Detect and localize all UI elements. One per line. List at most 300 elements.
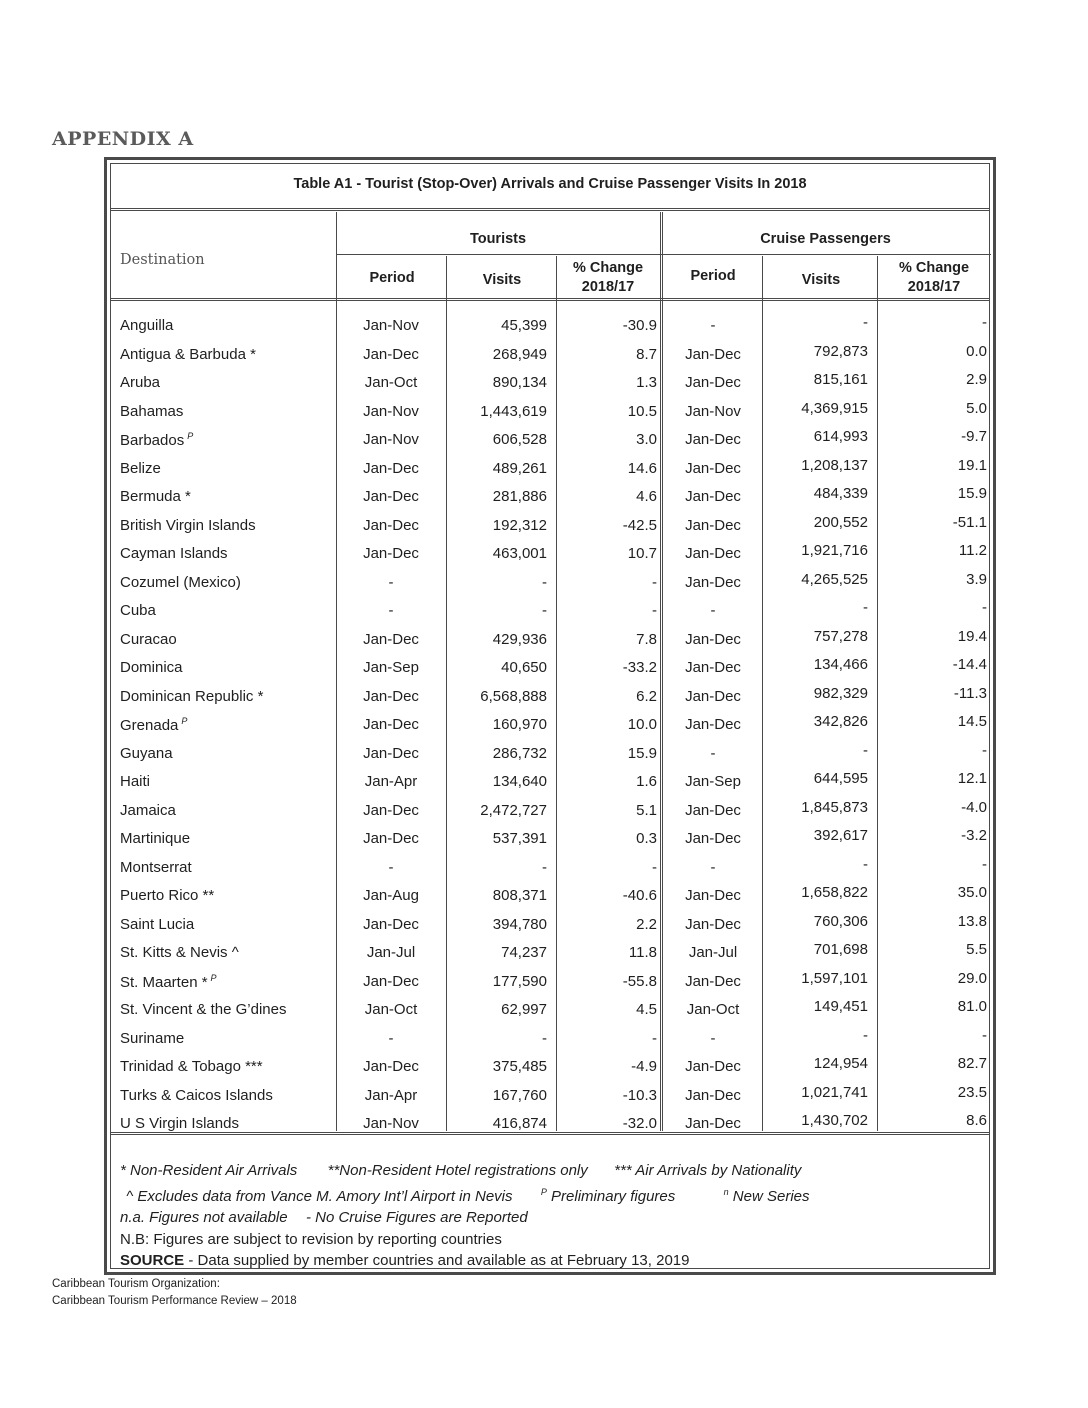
destination-name: Barbados (120, 432, 185, 449)
tourist-visits-cell: 489,261 (492, 459, 547, 477)
tourist-change-cell: 1.3 (636, 374, 657, 391)
tourist-change-cell: 2.2 (636, 915, 657, 933)
cruise-visits-cell: - (863, 314, 868, 331)
cruise-period-cell: - (710, 317, 716, 334)
table-row (111, 1025, 989, 1054)
cruise-visits-cell: - (863, 599, 868, 616)
table-row (111, 654, 989, 683)
preliminary-marker: P (187, 431, 194, 441)
cruise-visits-cell: - (863, 741, 868, 759)
cruise-change-cell: - (982, 599, 987, 616)
destination-cell (120, 374, 160, 391)
cruise-period-header: Period (690, 268, 736, 284)
cruise-visits-cell: 1,021,741 (801, 1083, 868, 1101)
cruise-change-cell: -9.7 (961, 428, 987, 445)
tourist-visits-cell: 286,732 (492, 744, 547, 762)
tourist-period-cell: - (388, 858, 394, 876)
tourist-period-cell: Jan-Dec (363, 801, 419, 819)
destination-name: Suriname (120, 1029, 185, 1047)
note-preliminary: Preliminary figures (551, 1187, 676, 1205)
tourist-change-cell: -4.9 (631, 1058, 657, 1075)
tourist-change-cell: - (652, 1029, 657, 1047)
cruise-period-cell: Jan-Dec (685, 374, 741, 391)
cruise-period-cell: - (710, 602, 716, 619)
tourist-change-cell: -42.5 (622, 516, 657, 534)
cruise-period-cell: Jan-Dec (685, 887, 741, 904)
destination-name: Trinidad & Tobago *** (120, 1058, 263, 1075)
cruise-visits-cell: 149,451 (813, 998, 868, 1015)
cruise-period-cell: Jan-Dec (685, 801, 741, 819)
cruise-visits-cell: 760,306 (813, 912, 868, 930)
table-row (111, 1082, 989, 1111)
cruise-period-cell: - (710, 858, 716, 876)
tourist-visits-cell: 74,237 (501, 944, 547, 961)
table-row (111, 483, 989, 512)
tourist-period-cell: Jan-Dec (363, 716, 419, 733)
cruise-period-cell: - (710, 1029, 716, 1047)
tourist-change-cell: 4.6 (636, 488, 657, 505)
tourist-period-cell: Jan-Dec (363, 744, 419, 762)
tourists-period-header: Period (369, 270, 415, 286)
tourist-visits-cell: 429,936 (492, 630, 547, 648)
table-row (111, 597, 989, 626)
preliminary-marker: P (181, 716, 188, 726)
tourist-period-cell: Jan-Oct (364, 374, 418, 391)
cruise-period-cell: Jan-Dec (685, 630, 741, 648)
cruise-visits-cell: 200,552 (813, 513, 868, 531)
tourist-visits-cell: 2,472,727 (480, 801, 547, 819)
cruise-visits-cell: 982,329 (813, 684, 868, 702)
source-label: SOURCE (120, 1252, 185, 1269)
destination-cell (120, 745, 173, 762)
tourist-change-cell: 5.1 (636, 801, 657, 819)
tourist-visits-cell: 281,886 (492, 488, 547, 505)
cruise-visits-cell: 342,826 (813, 713, 868, 730)
destination-name: U S Virgin Islands (120, 1115, 239, 1132)
cruise-period-cell: - (710, 744, 716, 762)
tourist-visits-cell: 177,590 (492, 972, 547, 990)
table-row (111, 797, 989, 826)
cruise-visits-cell: 701,698 (813, 941, 868, 958)
tourist-change-cell: -30.9 (622, 317, 657, 334)
tourist-change-cell: 14.6 (627, 459, 657, 477)
cruise-change-cell: 23.5 (957, 1083, 987, 1101)
cruise-period-cell: Jan-Dec (685, 431, 741, 448)
destination-cell (120, 887, 214, 904)
tourist-period-cell: Jan-Dec (363, 972, 419, 990)
table-title: Table A1 - Tourist (Stop-Over) Arrivals and Cruise Passenger Visits In 2018 (293, 176, 807, 192)
cruise-period-cell: Jan-Dec (685, 516, 741, 534)
table-row (111, 455, 989, 484)
cruise-change-cell: 11.2 (958, 542, 987, 559)
destination-name: British Virgin Islands (120, 516, 256, 534)
cruise-visits-cell: 1,658,822 (801, 884, 868, 901)
tourist-visits-cell: 268,949 (492, 345, 547, 363)
table-row (111, 312, 989, 341)
destination-cell (120, 545, 228, 562)
cruise-visits-header: Visits (801, 272, 841, 288)
cruise-period-cell: Jan-Oct (686, 1001, 740, 1018)
destination-name: Bermuda * (120, 488, 191, 505)
tourist-period-cell: Jan-Dec (363, 545, 419, 562)
cruise-period-cell: Jan-Dec (685, 716, 741, 733)
tourist-change-cell: -10.3 (622, 1086, 657, 1104)
tourist-period-cell: Jan-Nov (363, 317, 419, 334)
cruise-change-cell: 29.0 (957, 969, 987, 987)
tourist-change-cell: 10.0 (627, 716, 657, 733)
destination-cell (120, 944, 239, 961)
cruise-change-cell: -11.3 (953, 684, 987, 702)
tourist-period-cell: Jan-Dec (363, 488, 419, 505)
destination-cell (120, 602, 156, 619)
cruise-visits-cell: 484,339 (813, 485, 868, 502)
cruise-visits-cell: 1,597,101 (801, 969, 868, 987)
cruise-change-years: 2018/17 (907, 279, 961, 295)
tourist-visits-cell: 1,443,619 (480, 402, 547, 420)
tourist-visits-cell: 463,001 (492, 545, 547, 562)
destination-cell (120, 431, 193, 449)
tourist-period-cell: Jan-Dec (363, 516, 419, 534)
table-row (111, 882, 989, 911)
destination-name: Guyana (120, 744, 173, 762)
destination-name: Grenada (120, 717, 179, 734)
cruise-change-cell: 0.0 (966, 342, 987, 360)
destination-cell (120, 631, 177, 648)
tourist-change-cell: - (652, 573, 657, 591)
cruise-change-cell: 12.1 (957, 770, 987, 787)
tourist-change-cell: -40.6 (622, 887, 657, 904)
cruise-period-cell: Jan-Dec (685, 972, 741, 990)
cruise-period-cell: Jan-Dec (685, 1058, 741, 1075)
tourist-visits-cell: 890,134 (492, 374, 547, 391)
destination-name: St. Maarten * (120, 973, 208, 991)
tourist-period-cell: - (388, 573, 394, 591)
cruise-change-header (879, 259, 989, 297)
cruise-change-cell: 5.5 (966, 941, 987, 958)
notes-line-2 (120, 1182, 810, 1208)
cruise-period-cell: Jan-Dec (685, 345, 741, 363)
cruise-change-cell: - (982, 314, 987, 331)
destination-cell (120, 773, 150, 790)
cruise-visits-cell: 1,430,702 (801, 1112, 868, 1129)
tourist-change-cell: -32.0 (622, 1115, 657, 1132)
table-row (111, 939, 989, 968)
cruise-period-cell: Jan-Dec (685, 545, 741, 562)
cruise-change-cell: -51.1 (952, 513, 987, 531)
destination-cell (120, 574, 241, 591)
cruise-visits-cell: 134,466 (813, 656, 868, 673)
cruise-change-cell: 81.0 (957, 998, 987, 1015)
table-row (111, 996, 989, 1025)
note-air-arrivals: * Non-Resident Air Arrivals (120, 1162, 298, 1179)
cruise-period-cell: Jan-Dec (685, 687, 741, 705)
tourist-visits-cell: - (542, 858, 547, 876)
tourist-period-cell: - (388, 1029, 394, 1047)
tourist-period-cell: Jan-Apr (364, 773, 418, 790)
notes-divider (111, 1132, 989, 1135)
note-new-series: New Series (732, 1187, 810, 1205)
cruise-change-cell: 82.7 (957, 1055, 987, 1072)
destination-cell (120, 830, 190, 847)
tourist-change-cell: - (652, 858, 657, 876)
note-air-nationality: *** Air Arrivals by Nationality (614, 1162, 802, 1179)
table-row (111, 683, 989, 712)
tourist-change-cell: 4.5 (636, 1001, 657, 1018)
destination-cell (120, 403, 183, 420)
destination-cell (120, 1030, 184, 1047)
tourist-visits-cell: 416,874 (492, 1115, 547, 1132)
tourist-period-cell: - (388, 602, 394, 619)
cruise-change-cell: -3.2 (961, 827, 987, 844)
tourist-change-cell: -55.8 (622, 972, 657, 990)
table-inner-border (110, 163, 990, 1269)
source-text: - Data supplied by member countries and available as at February 13, 2019 (184, 1252, 690, 1269)
footer-publication: Caribbean Tourism Performance Review – 2018 (52, 1295, 297, 1307)
cruise-period-cell: Jan-Dec (685, 1115, 741, 1132)
tourist-period-cell: Jan-Dec (363, 915, 419, 933)
destination-name: St. Vincent & the G’dines (120, 1001, 287, 1018)
table-row (111, 569, 989, 598)
cruise-period-cell: Jan-Dec (685, 488, 741, 505)
note-hotel-registrations: **Non-Resident Hotel registrations only (327, 1162, 588, 1179)
tourist-visits-cell: 375,485 (492, 1058, 547, 1075)
destination-cell (120, 688, 263, 705)
table-row (111, 968, 989, 997)
tourist-visits-cell: 537,391 (492, 830, 547, 847)
cruise-visits-cell: 124,954 (813, 1055, 868, 1072)
destination-cell (120, 517, 256, 534)
tourist-change-cell: 8.7 (636, 345, 657, 363)
table-row (111, 854, 989, 883)
destination-name: Antigua & Barbuda * (120, 345, 256, 363)
tourist-change-cell: 15.9 (627, 744, 657, 762)
cruise-visits-cell: 4,265,525 (801, 570, 868, 588)
tourist-change-cell: 10.7 (627, 545, 657, 562)
notes-line-1 (120, 1160, 810, 1182)
tourist-period-cell: Jan-Nov (363, 431, 419, 448)
tourist-change-cell: 7.8 (636, 630, 657, 648)
destination-name: Anguilla (120, 317, 174, 334)
destination-cell (120, 659, 183, 676)
table-row (111, 825, 989, 854)
destination-name: Curacao (120, 630, 177, 648)
appendix-heading: APPENDIX A (52, 128, 194, 150)
tourists-change-label: % Change (572, 260, 644, 276)
cruise-change-cell: 19.4 (957, 627, 987, 645)
table-row (111, 540, 989, 569)
cruise-period-cell: Jan-Dec (685, 659, 741, 676)
tourist-period-cell: Jan-Nov (363, 402, 419, 420)
table-row (111, 341, 989, 370)
tourist-change-cell: -33.2 (622, 659, 657, 676)
destination-cell (120, 1001, 287, 1018)
tourist-period-cell: Jan-Apr (364, 1086, 418, 1104)
table-row (111, 369, 989, 398)
cruise-visits-cell: 1,208,137 (801, 456, 868, 474)
cruise-visits-cell: 792,873 (813, 342, 868, 360)
cruise-period-cell: Jan-Dec (685, 573, 741, 591)
cruise-visits-cell: 644,595 (813, 770, 868, 787)
group-underline (336, 254, 991, 255)
cruise-change-cell: 2.9 (966, 371, 987, 388)
destination-name: Cayman Islands (120, 545, 228, 562)
tourist-change-cell: 3.0 (636, 431, 657, 448)
destination-name: Cuba (120, 602, 156, 619)
tourist-visits-cell: 40,650 (501, 659, 547, 676)
tourists-visits-header: Visits (482, 272, 522, 288)
destination-name: Cozumel (Mexico) (120, 573, 241, 591)
tourists-change-header (557, 259, 659, 297)
note-source (120, 1250, 810, 1272)
cruise-group-header: Cruise Passengers (760, 231, 891, 247)
tourist-visits-cell: - (542, 602, 547, 619)
cruise-change-cell: 3.9 (966, 570, 987, 588)
destination-cell (120, 716, 187, 734)
table-row (111, 398, 989, 427)
cruise-visits-cell: 4,369,915 (801, 399, 868, 417)
tourists-change-years: 2018/17 (581, 279, 635, 295)
tourist-change-cell: 10.5 (627, 402, 657, 420)
cruise-change-cell: 14.5 (957, 713, 987, 730)
destination-cell (120, 802, 176, 819)
cruise-change-cell: 19.1 (957, 456, 987, 474)
tourist-change-cell: - (652, 602, 657, 619)
tourist-period-cell: Jan-Dec (363, 345, 419, 363)
table-row (111, 768, 989, 797)
tourist-visits-cell: 134,640 (492, 773, 547, 790)
tourist-visits-cell: - (542, 1029, 547, 1047)
notes-section (120, 1160, 810, 1272)
table-row (111, 512, 989, 541)
cruise-period-cell: Jan-Dec (685, 459, 741, 477)
tourist-visits-cell: 394,780 (492, 915, 547, 933)
tourist-visits-cell: 62,997 (501, 1001, 547, 1018)
tourist-period-cell: Jan-Dec (363, 459, 419, 477)
cruise-change-cell: -4.0 (961, 798, 987, 816)
destination-cell (120, 916, 194, 933)
destination-name: Saint Lucia (120, 915, 195, 933)
cruise-period-cell: Jan-Jul (688, 944, 738, 961)
destination-name: Turks & Caicos Islands (120, 1086, 273, 1104)
notes-line-3 (120, 1207, 810, 1229)
destination-cell (120, 317, 173, 334)
cruise-change-cell: 15.9 (957, 485, 987, 502)
tourist-period-cell: Jan-Dec (363, 830, 419, 847)
note-preliminary-mark: P (540, 1186, 547, 1197)
destination-cell (120, 488, 191, 505)
header-divider (111, 298, 989, 301)
destination-name: Montserrat (120, 858, 192, 876)
note-new-series-mark: n (723, 1186, 729, 1197)
destination-cell (120, 346, 256, 363)
cruise-period-cell: Jan-Dec (685, 830, 741, 847)
cruise-change-cell: -14.4 (952, 656, 987, 673)
cruise-visits-cell: 1,921,716 (801, 542, 868, 559)
tourist-visits-cell: 808,371 (492, 887, 547, 904)
cruise-visits-cell: 815,161 (813, 371, 868, 388)
destination-name: Dominican Republic * (120, 687, 264, 705)
cruise-change-label: % Change (898, 260, 970, 276)
table-row (111, 911, 989, 940)
cruise-visits-cell: - (863, 1026, 868, 1044)
destination-cell (120, 1058, 263, 1075)
destination-name: Bahamas (120, 402, 184, 420)
cruise-visits-cell: 392,617 (813, 827, 868, 844)
tourist-change-cell: 0.3 (636, 830, 657, 847)
tourist-visits-cell: 45,399 (501, 317, 547, 334)
cruise-change-cell: - (982, 1026, 987, 1044)
title-divider (111, 208, 989, 211)
tourist-visits-cell: 192,312 (492, 516, 547, 534)
destination-name: Haiti (120, 773, 151, 790)
cruise-visits-cell: 614,993 (813, 428, 868, 445)
cruise-period-cell: Jan-Nov (685, 402, 741, 420)
tourist-visits-cell: - (542, 573, 547, 591)
note-not-available: n.a. Figures not available (120, 1209, 288, 1226)
destination-name: Dominica (120, 659, 183, 676)
note-no-cruise: - No Cruise Figures are Reported (305, 1209, 528, 1226)
tourist-change-cell: 6.2 (636, 687, 657, 705)
cruise-period-cell: Jan-Sep (685, 773, 741, 790)
tourist-period-cell: Jan-Aug (363, 887, 419, 904)
tourist-change-cell: 11.8 (628, 944, 657, 961)
cruise-visits-cell: - (863, 855, 868, 873)
cruise-period-cell: Jan-Dec (685, 915, 741, 933)
destination-name: Puerto Rico ** (120, 887, 215, 904)
cruise-change-cell: 35.0 (957, 884, 987, 901)
destination-name: Aruba (120, 374, 161, 391)
destination-cell (120, 859, 192, 876)
destination-header: Destination (120, 252, 205, 268)
cruise-change-cell: 8.6 (966, 1112, 987, 1129)
tourist-visits-cell: 606,528 (492, 431, 547, 448)
page-footer (52, 1276, 297, 1310)
tourist-change-cell: 1.6 (636, 773, 657, 790)
table-row (111, 740, 989, 769)
table-row (111, 626, 989, 655)
cruise-change-cell: - (982, 855, 987, 873)
destination-cell (120, 1087, 273, 1104)
destination-name: Jamaica (120, 801, 176, 819)
table-row (111, 1053, 989, 1082)
table-row (111, 426, 989, 455)
footer-organization: Caribbean Tourism Organization: (52, 1278, 220, 1290)
tourist-period-cell: Jan-Dec (363, 1058, 419, 1075)
destination-cell (120, 460, 161, 477)
note-revision: N.B: Figures are subject to revision by reporting countries (120, 1230, 502, 1248)
preliminary-marker: P (210, 972, 217, 983)
cruise-change-cell: 13.8 (957, 912, 987, 930)
destination-name: Belize (120, 459, 161, 477)
destination-cell (120, 973, 217, 991)
table-frame (104, 157, 996, 1275)
destination-cell (120, 1115, 239, 1132)
note-excludes-nevis: ^ Excludes data from Vance M. Amory Int’l Airport in Nevis (126, 1187, 513, 1205)
tourist-visits-cell: 6,568,888 (480, 687, 547, 705)
table-row (111, 711, 989, 740)
cruise-visits-cell: 1,845,873 (801, 798, 868, 816)
tourists-group-header: Tourists (469, 231, 527, 247)
cruise-change-cell: 5.0 (966, 399, 987, 417)
destination-name: Martinique (120, 830, 191, 847)
cruise-period-cell: Jan-Dec (685, 1086, 741, 1104)
tourist-visits-cell: 160,970 (492, 716, 547, 733)
tourist-period-cell: Jan-Jul (366, 944, 416, 961)
tourist-period-cell: Jan-Dec (363, 630, 419, 648)
tourist-visits-cell: 167,760 (492, 1086, 547, 1104)
tourist-period-cell: Jan-Nov (363, 1115, 419, 1132)
tourist-period-cell: Jan-Oct (364, 1001, 418, 1018)
